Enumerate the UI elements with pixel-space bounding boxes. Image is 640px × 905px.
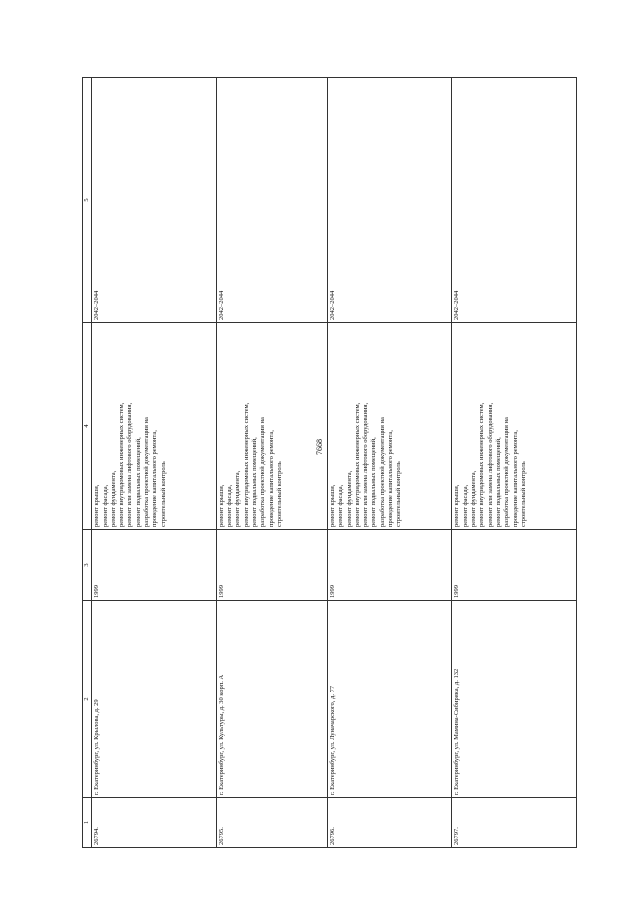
page-number: 7668 — [315, 439, 324, 455]
row-period: 2042–2044 — [92, 78, 217, 323]
work-item: разработка проектной документации на — [259, 417, 267, 527]
header-col-3: 3 — [83, 530, 92, 601]
header-col-1: 1 — [83, 798, 92, 848]
work-item: разработка проектной документации на — [378, 417, 386, 527]
header-col-2: 2 — [83, 601, 92, 798]
work-item: ремонт фундамента, — [109, 470, 117, 527]
work-item: разработка проектной документации на — [143, 417, 151, 527]
work-item: ремонт внутридомовых инженерных систем, — [353, 402, 361, 527]
row-address: г. Екатеринбург, ул. Луначарского, д. 77 — [327, 601, 452, 798]
row-id: 26797. — [452, 798, 577, 848]
program-table — [82, 77, 577, 848]
row-address: г. Екатеринбург, ул. Культуры, д. 30 корп. А — [216, 601, 327, 798]
work-item: проведение капитального ремонта, — [511, 430, 519, 527]
header-row — [83, 78, 92, 848]
work-item: проведение капитального ремонта, — [267, 430, 275, 527]
table-row — [216, 78, 327, 848]
row-year: 1999 — [452, 530, 577, 601]
work-item: ремонт фундамента, — [345, 470, 353, 527]
work-item: ремонт фасада, — [101, 484, 109, 527]
row-address: г. Екатеринбург, ул. Крылова, д. 29 — [92, 601, 217, 798]
work-item: строительный контроль — [275, 461, 283, 527]
work-item: строительный контроль — [519, 461, 527, 527]
row-works — [216, 323, 327, 530]
row-period: 2042–2044 — [216, 78, 327, 323]
row-id: 26795. — [216, 798, 327, 848]
work-item: ремонт крыши, — [328, 484, 336, 527]
work-item: проведение капитального ремонта, — [387, 430, 395, 527]
row-works — [452, 323, 577, 530]
row-id: 26796. — [327, 798, 452, 848]
work-item: ремонт фасада, — [226, 484, 234, 527]
work-item: разработка проектной документации на — [503, 417, 511, 527]
table-row — [452, 78, 577, 848]
work-item: ремонт подвальных помещений, — [370, 437, 378, 527]
row-id: 26794. — [92, 798, 217, 848]
work-item: ремонт или замена лифтового оборудования, — [362, 402, 370, 527]
work-item: ремонт фасада, — [337, 484, 345, 527]
work-item: ремонт крыши, — [93, 484, 101, 527]
row-year: 1999 — [327, 530, 452, 601]
work-item: ремонт внутридомовых инженерных систем, — [478, 402, 486, 527]
work-item: строительный контроль — [159, 461, 167, 527]
row-year: 1999 — [92, 530, 217, 601]
table-row — [92, 78, 217, 848]
work-item: ремонт внутридомовых инженерных систем, — [242, 402, 250, 527]
program-table-container — [82, 78, 577, 848]
header-col-5: 5 — [83, 78, 92, 323]
row-period: 2042–2044 — [327, 78, 452, 323]
header-col-4: 4 — [83, 323, 92, 530]
work-item: проведение капитального ремонта, — [151, 430, 159, 527]
row-year: 1999 — [216, 530, 327, 601]
work-item: ремонт подвальных помещений, — [494, 437, 502, 527]
work-item: ремонт крыши, — [217, 484, 225, 527]
work-item: ремонт внутридомовых инженерных систем, — [118, 402, 126, 527]
table-row — [327, 78, 452, 848]
work-item: строительный контроль — [395, 461, 403, 527]
work-item: ремонт фундамента, — [234, 470, 242, 527]
work-item: ремонт крыши, — [453, 484, 461, 527]
work-item: ремонт фасада, — [461, 484, 469, 527]
row-works — [327, 323, 452, 530]
work-item: ремонт или замена лифтового оборудования, — [486, 402, 494, 527]
work-item: ремонт фундамента, — [470, 470, 478, 527]
row-works — [92, 323, 217, 530]
work-item: ремонт подвальных помещений, — [250, 437, 258, 527]
row-address: г. Екатеринбург, ул. Мамина-Сибиряка, д. 132 — [452, 601, 577, 798]
row-period: 2042–2044 — [452, 78, 577, 323]
work-item: ремонт подвальных помещений, — [134, 437, 142, 527]
work-item: ремонт или замена лифтового оборудования, — [126, 402, 134, 527]
